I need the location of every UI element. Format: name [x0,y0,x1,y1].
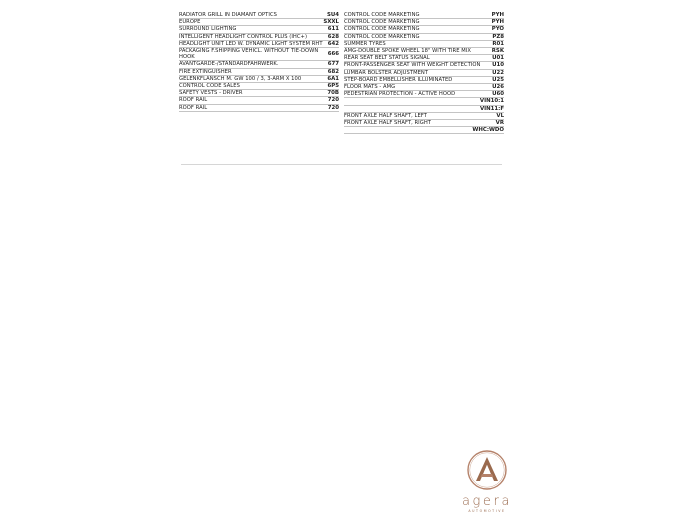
option-row [179,90,339,97]
section-divider [181,164,502,165]
option-description: FRONT-PASSENGER SEAT WITH WEIGHT DETECTION [344,62,481,69]
option-code: 720 [327,104,339,111]
option-code: 628 [327,33,339,40]
option-code: 611 [327,26,339,33]
option-row [179,26,339,33]
options-list-left [179,12,339,112]
option-description: CONTROL CODE SALES [179,83,240,90]
option-description: HEADLIGHT UNIT LED W. DYNAMIC LIGHT SYSTEM RHT [179,40,323,47]
option-row [344,70,504,77]
option-code: U60 [492,91,504,98]
option-code: VR [495,120,504,127]
option-row [179,41,339,48]
option-row [344,77,504,84]
option-row [344,120,504,127]
option-code: 6P5 [327,83,339,90]
option-row [344,62,504,69]
logo-wordmark: agera [461,494,513,509]
option-row [344,19,504,26]
option-description: CONTROL CODE MARKETING [344,33,420,40]
option-description: REAR SEAT BELT STATUS SIGNAL [344,55,430,62]
option-code: RSK [491,48,504,55]
option-description: FRONT AXLE HALF SHAFT, RIGHT [344,120,431,127]
options-list-right [344,12,504,134]
option-description: RADIATOR GRILL IN DIAMANT OPTICS [179,12,277,18]
option-row [179,105,339,112]
option-description: INTELLIGENT HEADLIGHT CONTROL PLUS (IHC+) [179,33,308,40]
option-description: LUMBAR BOLSTER ADJUSTMENT [344,69,429,76]
option-code: U22 [492,69,504,76]
option-description: CONTROL CODE MARKETING [344,26,420,33]
option-description: FIRE EXTINGUISHER [179,68,232,75]
option-description: PACKAGING F.SHIPPING VEHICL. WITHOUT TIE-DOWN HOOK [179,48,319,61]
option-row [179,61,339,68]
logo-tagline: AUTOMOTIVE [468,509,506,513]
option-code: 682 [327,68,339,75]
option-row [344,91,504,98]
option-code: 642 [327,40,339,47]
option-code: SXXL [323,19,339,26]
option-description: SUMMER TYRES [344,40,386,47]
option-row [179,48,339,61]
option-row [344,26,504,33]
option-row [344,106,504,113]
option-code: U10 [492,62,504,69]
agera-logo [446,450,528,514]
option-description: ROOF RAIL [179,104,208,111]
option-row [344,98,504,105]
option-row [179,69,339,76]
option-code: R01 [492,40,504,47]
option-code: 666 [327,51,339,58]
option-code: U01 [492,55,504,62]
option-code: VIN11:F [479,105,504,112]
option-row [344,84,504,91]
option-row [179,12,339,19]
option-description: SAFETY VESTS - DRIVER [179,90,243,97]
option-row [344,12,504,19]
option-code: VIN10:1 [479,98,504,105]
option-row [179,76,339,83]
option-row [344,113,504,120]
option-code: 720 [327,97,339,104]
option-description: ROOF RAIL [179,97,208,104]
option-code: PYH [491,19,504,26]
option-code: PZ8 [492,33,504,40]
option-code: SU4 [326,12,339,18]
option-description: PEDESTRIAN PROTECTION - ACTIVE HOOD [344,91,456,98]
option-description: AVANTGARDE-/STANDARDFAHRWERK. [179,61,279,68]
option-description: FRONT AXLE HALF SHAFT, LEFT [344,112,427,119]
option-description: STEP-BOARD EMBELLISHER ILLUMINATED [344,76,453,83]
option-code: WHC:WDO [472,127,504,134]
option-row [344,41,504,48]
option-row [179,97,339,104]
option-code: PYO [491,26,504,33]
option-row [344,48,504,55]
option-row [179,83,339,90]
option-description: CONTROL CODE MARKETING [344,12,420,18]
option-row [179,34,339,41]
option-code: PYH [491,12,504,18]
agera-monogram-icon [446,450,528,496]
option-row [344,55,504,62]
option-code: VL [496,112,504,119]
option-code: 70B [327,90,339,97]
option-row [344,127,504,134]
option-description: EUROPE [179,19,201,26]
option-code: 6A1 [327,75,339,82]
option-description: AMG-DOUBLE SPOKE WHEEL 18" WITH TIRE MIX [344,48,471,55]
option-description: GELENKFLANSCH M. GW 100 / 3, 3-ARM X 100 [179,75,302,82]
option-code: 677 [327,61,339,68]
option-row [344,34,504,41]
option-row [179,19,339,26]
option-description: CONTROL CODE MARKETING [344,19,420,26]
option-description: SURROUND LIGHTING [179,26,237,33]
option-code: U25 [492,76,504,83]
option-description: FLOOR MATS - AMG [344,84,396,91]
option-code: U26 [492,84,504,91]
